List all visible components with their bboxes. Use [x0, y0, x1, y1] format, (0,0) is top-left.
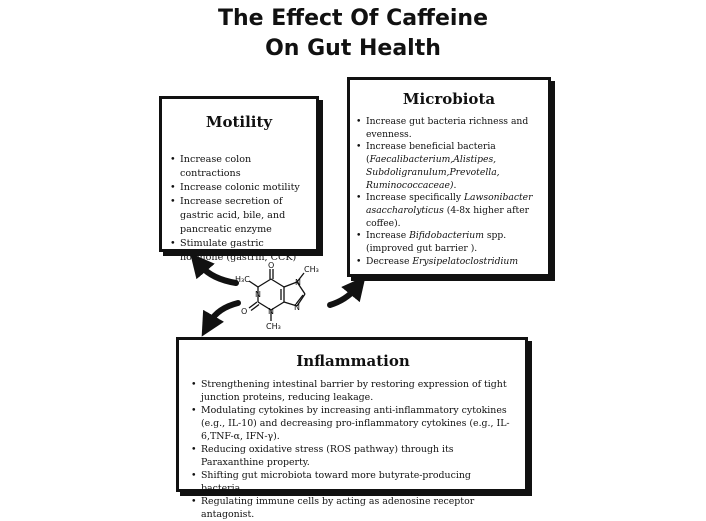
microbiota-item-text: Increase [366, 230, 410, 242]
caffeine-molecule [232, 260, 332, 334]
microbiota-list [356, 116, 542, 268]
microbiota-box [347, 77, 551, 277]
motility-list [170, 153, 308, 265]
microbiota-item-text: Increase beneficial bacteria ( [366, 141, 496, 166]
microbiota-item-text: spp. (improved gut barrier ). [366, 230, 507, 255]
microbiota-item-text: Increase specifically [366, 192, 464, 204]
microbiota-item [356, 116, 542, 141]
microbiota-item-text: . [453, 179, 457, 191]
methyl-label-bottom: CH₃ [266, 322, 281, 331]
motility-item: • Increase secretion of gastric acid, bile, and pancreatic enzyme [170, 195, 308, 237]
motility-item: • Increase colon contractions [170, 153, 308, 181]
title-line-1: The Effect Of Caffeine [217, 6, 489, 31]
microbiota-item [356, 256, 542, 269]
inflammation-item: • Shifting gut microbiota toward more butyrate-producing bacteria. [191, 469, 515, 495]
motility-item: • Stimulate gastric hormone (gastrin, CCK) [170, 237, 308, 265]
microbiota-item [356, 141, 542, 192]
methyl-label-top: CH₃ [304, 265, 319, 274]
microbiota-item [356, 192, 542, 230]
motility-item: • Increase colonic motility [170, 181, 308, 195]
nitrogen-label-7: N [295, 278, 301, 287]
microbiota-item [356, 230, 542, 255]
inflammation-item: • Modulating cytokines by increasing anti-inflammatory cytokines (e.g., IL-10) and decreasing pro-inflammatory cytokines (e.g., IL-6,TNF-α, IFN-γ). [191, 404, 515, 443]
title-line-2: On Gut Health [265, 36, 441, 61]
microbiota-item-species: Lawsonibacter asaccharolyticus [366, 192, 533, 216]
inflammation-box [176, 337, 528, 520]
microbiota-item-text: (4-8x higher after coffee). [366, 204, 530, 229]
microbiota-item-text: Increase gut bacteria richness and evenness. [366, 116, 529, 140]
microbiota-heading: Microbiota [402, 90, 496, 108]
microbiota-item-species: Erysipelatoclostridium [412, 255, 519, 267]
nitrogen-label-9: N [294, 303, 300, 312]
inflammation-item: • Strengthening intestinal barrier by restoring expression of tight junction proteins, reducing leakage. [191, 378, 515, 404]
inflammation-heading: Inflammation [296, 352, 410, 370]
methyl-label-left: H₃C [235, 275, 250, 284]
oxygen-label-top: O [268, 261, 275, 270]
nitrogen-label-3: N [268, 307, 274, 316]
oxygen-label-bottom: O [241, 307, 248, 316]
nitrogen-label-1: N [255, 290, 261, 299]
arrow-to-microbiota [330, 289, 355, 305]
microbiota-item-text: Decrease [366, 255, 413, 267]
motility-box [159, 96, 319, 263]
motility-heading: Motility [205, 113, 273, 131]
microbiota-item-species: Faecalibacterium,Alistipes, Subdoligranulum,Prevotella, Ruminococcaceae) [366, 154, 500, 191]
microbiota-item-species: Bifidobacterium [409, 230, 484, 242]
inflammation-item: • Reducing oxidative stress (ROS pathway) through its Paraxanthine property. [191, 443, 515, 469]
arrow-to-motility [201, 266, 236, 283]
inflammation-list [191, 378, 515, 521]
inflammation-item: • Regulating immune cells by acting as adenosine receptor antagonist. [191, 495, 515, 521]
